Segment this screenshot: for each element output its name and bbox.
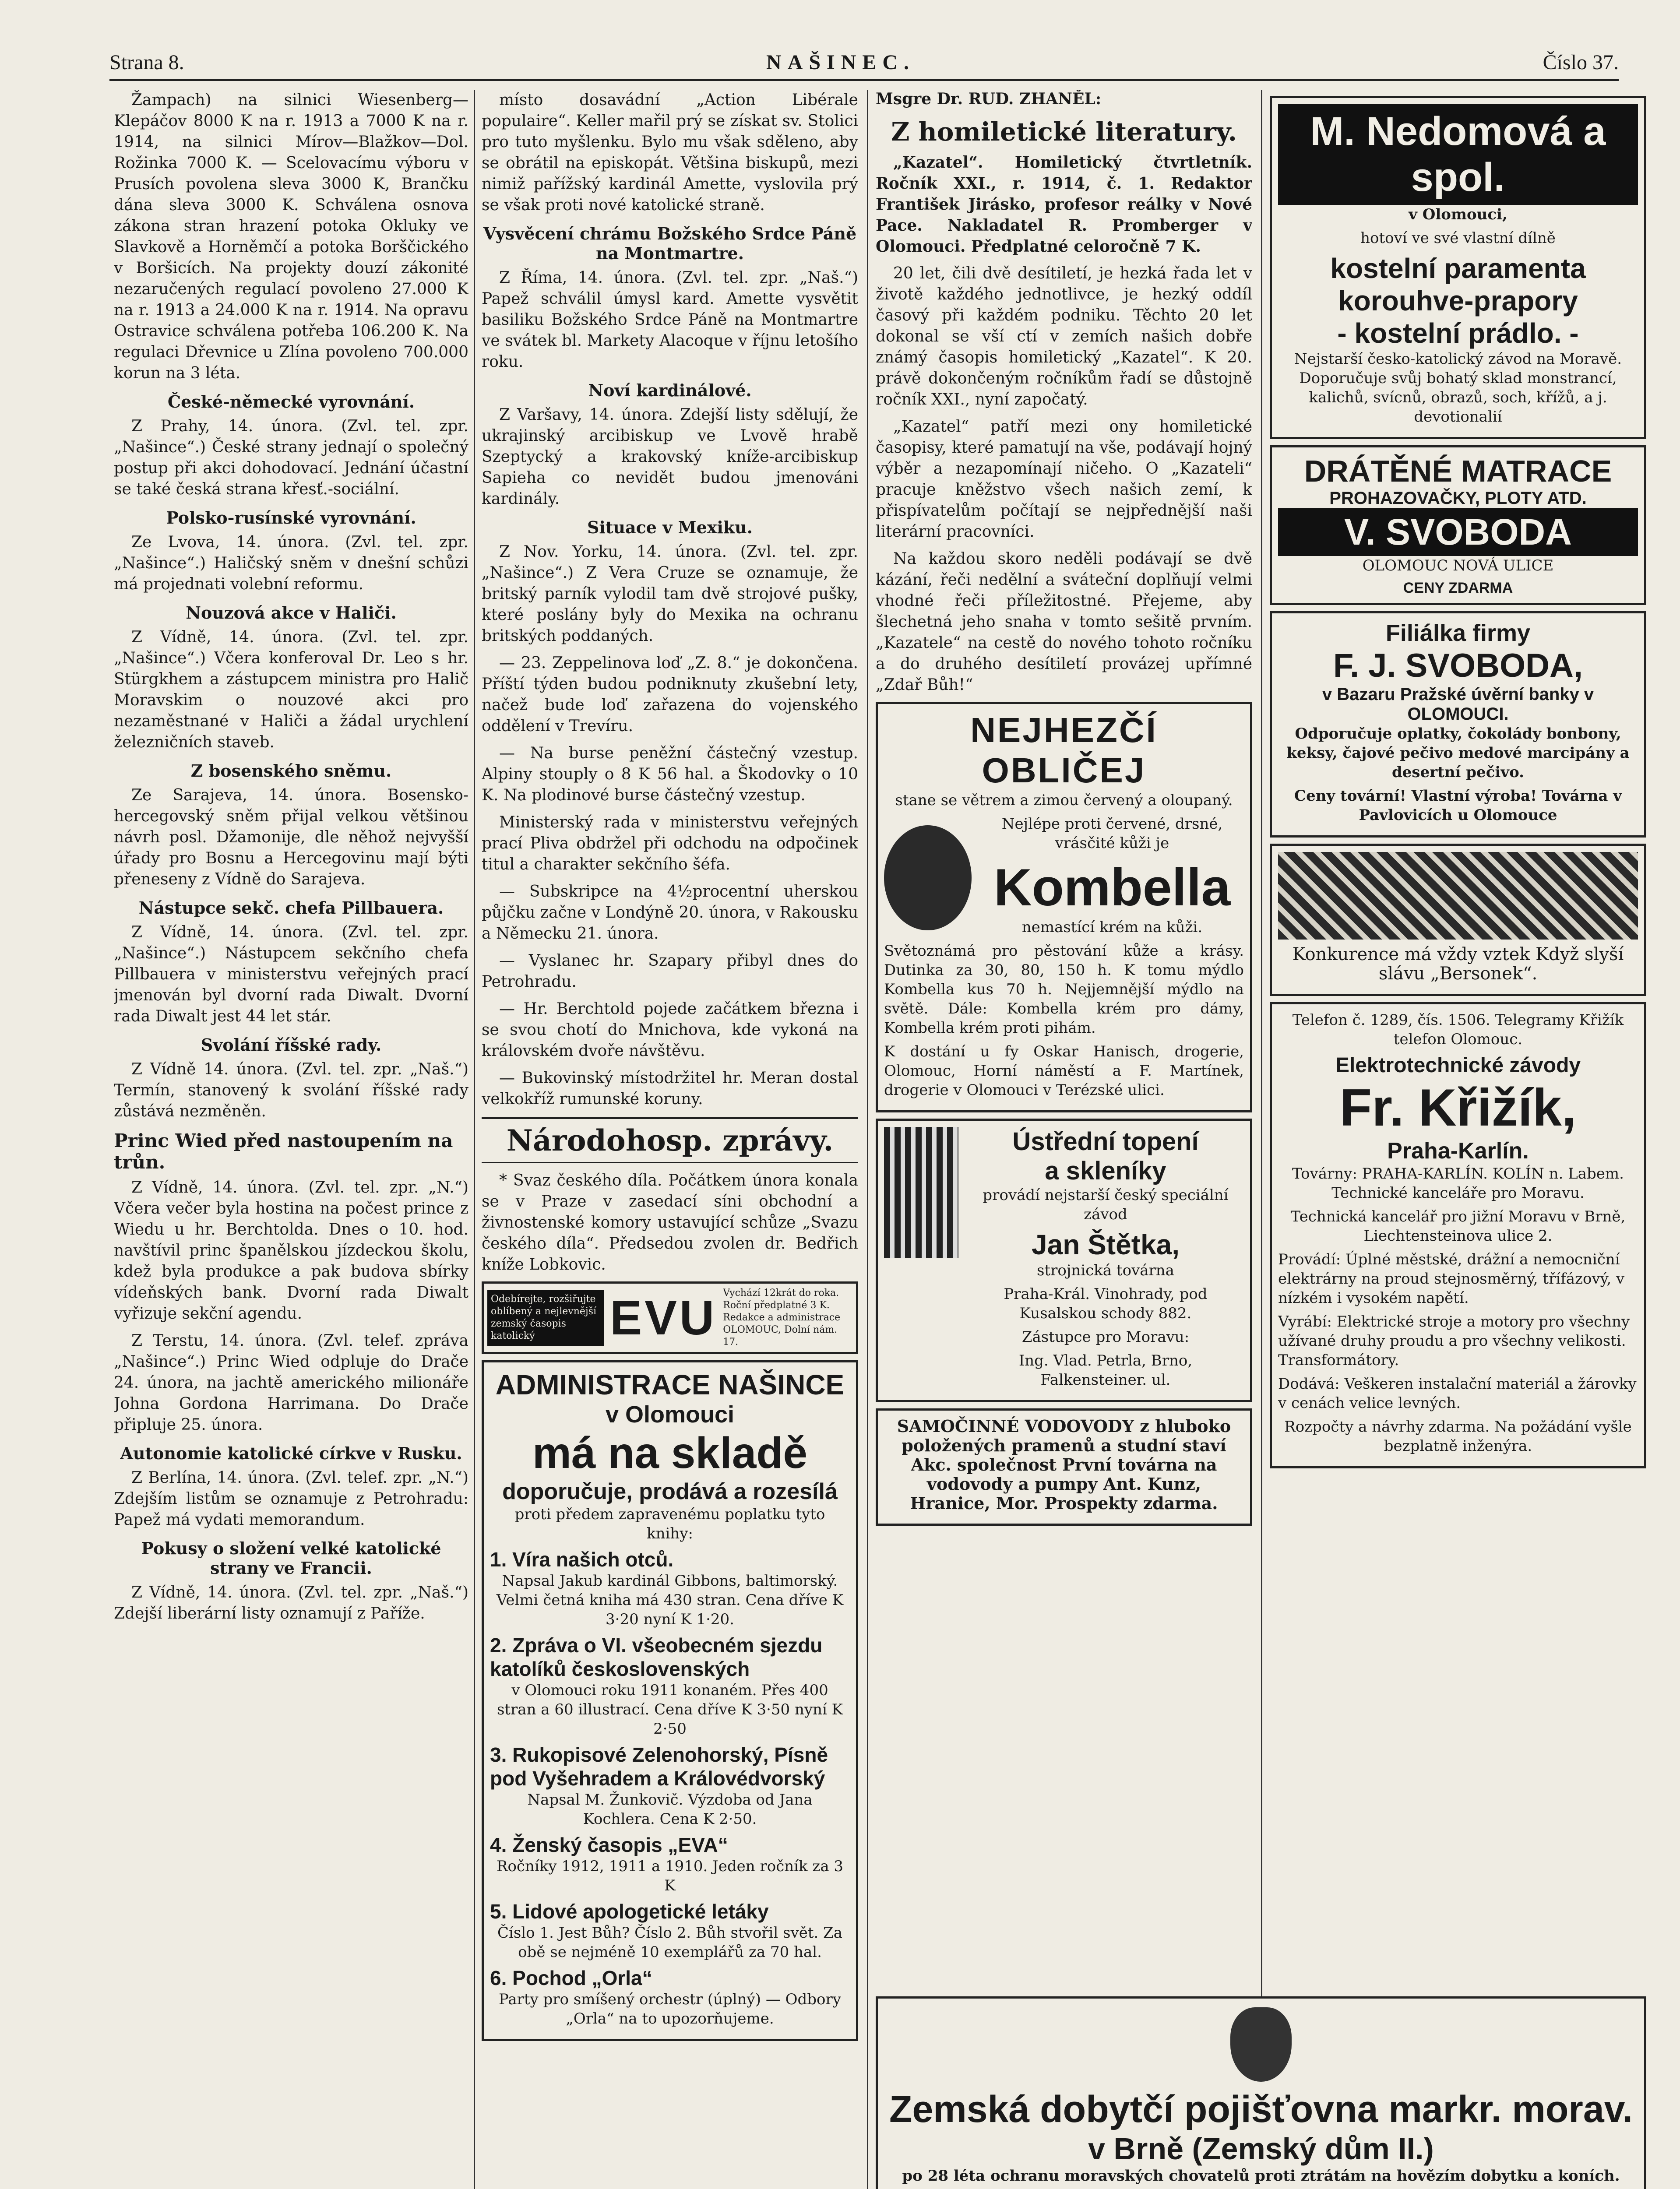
nedomova-city: v Olomouci, xyxy=(1409,206,1507,223)
article-text: 20 let, čili dvě desítiletí, je hezká řada let v životě každého jednotlivce, je hezký oddíl časový při každém podniku. Těchto 20 let dokonal se vší ctí v zemích našich dobře známý časopis homiletický „Kazatel“. K 20. právě dokončeným ročníkům řadí se důstojně ročník XXI., nyní započatý. xyxy=(876,264,1252,408)
eva-ad xyxy=(482,1281,858,1354)
krizik-ad xyxy=(1270,1002,1646,1468)
stetka-line: Ing. Vlad. Petrla, Brno, Falkensteiner. ul. xyxy=(1018,1352,1193,1389)
page-header xyxy=(109,48,1619,81)
svoboda-line: CENY ZDARMA xyxy=(1403,580,1513,596)
radiator-image xyxy=(884,1127,958,1258)
coat-of-arms-emblem xyxy=(1230,2007,1292,2082)
krizik-end: Rozpočty a návrhy zdarma. Na požádání vyšle bezplatně inženýra. xyxy=(1284,1418,1632,1455)
column-rule xyxy=(867,90,868,2189)
column-2 xyxy=(482,90,858,2189)
woman-portrait-image xyxy=(884,825,972,930)
article-heading: Svolání říšské rady. xyxy=(201,1035,382,1055)
article-text: — Na burse peněžní částečný vzestup. Alpiny stouply o 8 K 56 hal. a Škodovky o 10 K. Na plodinové burse částečný vzestup. xyxy=(482,744,858,804)
book-desc: Napsal Jakub kardinál Gibbons, baltimorský. Velmi četná kniha má 430 stran. Cena dříve K 3·20 nyní K 1·20. xyxy=(496,1572,844,1628)
article-text: Ministerský rada v ministerstvu veřejných prací Pliva obdržel při odchodu na odpočinek titul a charakter sekčního šéfa. xyxy=(482,813,858,873)
masthead-title: NAŠINEC. xyxy=(766,51,916,74)
nedomova-line: korouhve-prapory xyxy=(1338,285,1578,317)
krizik-line: Elektrotechnické závody xyxy=(1335,1054,1581,1077)
book-title: 3. Rukopisové Zelenohorský, Písně pod Vyšehradem a Královédvorský xyxy=(490,1743,828,1790)
kombella-body: Světoznámá pro pěstování kůže a krásy. Dutinka za 30, 80, 150 h. K tomu mýdlo Kombella kus 70 h. Nejjemnější mýdlo na světě. Dále: Kombella krém pro dámy, Kombella krém proti pihám. xyxy=(884,942,1244,1037)
nedomova-ad xyxy=(1270,96,1646,439)
article-text: — Bukovinský místodržitel hr. Meran dostal velkokříž rumunské koruny. xyxy=(482,1069,858,1108)
book-desc: Party pro smíšený orchestr (úplný) — Odbory „Orla“ na to upozorňujeme. xyxy=(499,1991,841,2027)
article-text: — Vyslanec hr. Szapary přibyl dnes do Petrohradu. xyxy=(482,952,858,991)
article-heading: Princ Wied před nastoupením na trůn. xyxy=(114,1130,453,1173)
article-text: „Kazatel“ patří mezi ony homiletické časopisy, které pamatují na vše, podávají hojný výběr a nezapomínají ničeho. O „Kazateli“ pracuje kněžstvo všech našich zemí, k přispívatelům počítají se nejpřednější naši literární pracovníci. xyxy=(876,418,1252,541)
zemska-pojistovna-ad xyxy=(876,1996,1646,2189)
article-title: Z homiletické literatury. xyxy=(891,117,1237,147)
article-heading: Noví kardinálové. xyxy=(588,380,752,400)
filialka-ad xyxy=(1270,611,1646,838)
filialka-line: Ceny tovární! Vlastní výroba! Továrna v Pavlovicích u Olomouce xyxy=(1294,787,1622,824)
article-text: místo dosavádní „Action Libérale populaire“. Keller mařil prý se získat sv. Stolici pro tuto myšlenku. Bylo mu však sděleno, aby se obrátil na episkopát. Většina biskupů, mezi nimiž pařížský kardinál Amette, vyslovila prý se však proti nové katolické straně. xyxy=(482,91,858,214)
book-title: 5. Lidové apologetické letáky xyxy=(490,1900,769,1923)
krizik-city: Praha-Karlín. xyxy=(1387,1138,1529,1164)
admin-ad-title: ADMINISTRACE NAŠINCE xyxy=(495,1369,845,1401)
nedomova-name: M. Nedomová a spol. xyxy=(1278,104,1638,205)
zemska-sub: v Brně (Zemský dům II.) xyxy=(1088,2132,1434,2166)
eva-ad-left: Odebírejte, rozšiřujte oblíbený a nejlevnější zemský časopis katolický xyxy=(487,1290,604,1346)
book-desc: Ročníky 1912, 1911 a 1910. Jeden ročník za 3 K xyxy=(496,1858,844,1894)
article-text: Z Prahy, 14. února. (Zvl. tel. zpr. „Našince“.) České strany jednají o společný postup při akci dohodovací. Jednání účastní se také česká strana křesť.-sociální. xyxy=(114,417,468,498)
krizik-vyrabi: Vyrábí: Elektrické stroje a motory pro všechny užívané druhy proudu a pro všechny velikosti. Transformátory. xyxy=(1278,1313,1630,1369)
stetka-line: provádí nejstarší český speciální závod xyxy=(983,1186,1229,1223)
admin-ad-store: má na skladě xyxy=(532,1429,808,1478)
article-text: Z Nov. Yorku, 14. února. (Zvl. tel. zpr. „Našince“.) Z Vera Cruze se oznamuje, že britský parník vylodil tam dvě strojové pušky, které poslány byly do Mexika na ochranu britských poddaných. xyxy=(482,543,858,645)
article-heading: Pokusy o složení velké katolické strany ve Francii. xyxy=(141,1538,441,1578)
svoboda-city: OLOMOUC NOVÁ ULICE xyxy=(1362,557,1554,574)
bersonek-ad xyxy=(1270,844,1646,996)
section-title: Národohosp. zprávy. xyxy=(506,1123,834,1158)
eva-logo: EVU xyxy=(610,1291,717,1345)
bersonek-illustration-image xyxy=(1278,852,1638,940)
nedomova-line: kostelní paramenta xyxy=(1330,253,1586,284)
column-rule xyxy=(474,90,475,2189)
nedomova-body: Nejstarší česko-katolický závod na Moravě. Doporučuje svůj bohatý sklad monstrancí, kalichů, svícnů, obrazů, soch, křížů, a j. devotionalií xyxy=(1294,350,1622,426)
article-text: — Subskripce na 4½procentní uherskou půjčku začne v Londýně 20. února, v Rakousku a Německu 21. února. xyxy=(482,883,858,943)
filialka-line: Filiálka firmy xyxy=(1385,620,1531,646)
bersonek-text: Konkurence má vždy vztek Když slyší slávu „Bersonek“. xyxy=(1292,944,1624,984)
filialka-line: v Bazaru Pražské úvěrní banky v OLOMOUCI. xyxy=(1322,685,1594,724)
article-heading: Autonomie katolické církve v Rusku. xyxy=(120,1443,462,1463)
issue-number: Číslo 37. xyxy=(1543,51,1619,74)
eva-ad-right: Vychází 12krát do roka. Roční předplatné 3 K. Redakce a administrace OLOMOUC, Dolní nám. 17. xyxy=(723,1288,841,1348)
article-heading: Polsko-rusínské vyrovnání. xyxy=(166,508,416,528)
book-title: 6. Pochod „Orla“ xyxy=(490,1967,652,1989)
stetka-line: Zástupce pro Moravu: xyxy=(1021,1328,1190,1346)
admin-ad-city: v Olomouci xyxy=(605,1401,735,1428)
filialka-body: Odporučuje oplatky, čokolády bonbony, keksy, čajové pečivo medové marcipány a desertní pečivo. xyxy=(1286,725,1630,781)
article-heading: Vysvěcení chrámu Božského Srdce Páně na Montmartre. xyxy=(483,224,857,263)
book-title: 2. Zpráva o VI. všeobecném sjezdu katolíků československých xyxy=(490,1634,823,1680)
article-text: Na každou skoro neděli podávají se dvě kázání, řeči nedělní a sváteční doplňují velmi vhodné řeči příležitostné. Přejeme, aby šlechetná jeho snaha v tomto sešitě prvním. „Kazatele“ na cestě do nového tohoto ročníku a do druhého desítiletí provázej upřímné „Zdař Bůh!“ xyxy=(876,550,1252,694)
admin-ad-sub: doporučuje, prodává a rozesílá xyxy=(502,1479,838,1504)
stetka-line: Praha-Král. Vinohrady, pod Kusalskou schody 882. xyxy=(1004,1285,1208,1322)
kombella-logo: Kombella xyxy=(993,858,1231,917)
krizik-telefon: Telefon č. 1289, čís. 1506. Telegramy Křižík telefon Olomouc. xyxy=(1292,1011,1624,1048)
book-desc: Číslo 1. Jest Bůh? Číslo 2. Bůh stvořil svět. Za obě se nejméně 10 exemplářů za 70 hal. xyxy=(497,1924,843,1961)
article-lead: „Kazatel“. Homiletický čtvrtletník. Ročník XXI., r. 1914, č. 1. Redaktor František Jirásko, profesor reálky v Nové Pace. Nakladatel R. Promberger v Olomouci. Předplatné celoročně 7 K. xyxy=(876,153,1252,256)
administration-ad xyxy=(482,1360,858,2041)
article-text: Z Terstu, 14. února. (Zvl. telef. zpráva „Našince“.) Princ Wied odpluje do Drače 24. února, na jachtě amerického milionáře Johna Gordona Harrimana. Do Drače připluje 25. února. xyxy=(114,1332,468,1434)
article-text: Ze Lvova, 14. února. (Zvl. tel. zpr. „Našince“.) Haličský sněm v dnešní schůzi má projednati volební reformu. xyxy=(114,533,468,593)
krizik-line: Továrny: PRAHA-KARLÍN. KOLÍN n. Labem. Technické kanceláře pro Moravu. xyxy=(1292,1165,1624,1202)
article-text: Ze Sarajeva, 14. února. Bosensko-hercegovský sněm přijal velkou většinou návrh posl. Džamonije, dle něhož nejvyšší úřady pro Bosnu a Hercegovinu mají býti přeneseny z Vídně do Sarajeva. xyxy=(114,786,468,888)
kombella-side: nemastící krém na kůži. xyxy=(1021,919,1203,936)
kombella-headline: NEJHEZČÍ xyxy=(970,711,1158,750)
article-heading: Z bosenského sněmu. xyxy=(190,761,392,781)
stetka-line: a skleníky xyxy=(1045,1157,1166,1185)
stetka-line: strojnická továrna xyxy=(1037,1262,1174,1279)
article-text: Z Říma, 14. února. (Zvl. tel. zpr. „Naš.“) Papež schválil úmysl kard. Amette vysvětit basiliku Božského Srdce Páně na Montmartre ve svátek bl. Markety Alacoque v říjnu letošího roku. xyxy=(482,269,858,371)
krizik-provadi: Provádí: Úplné městské, drážní a nemocniční elektrárny na proud stejnosměrný, třífázový, v nízkém i vysokém napětí. xyxy=(1278,1251,1625,1307)
nedomova-line: - kostelní prádlo. - xyxy=(1337,317,1579,349)
article-text: Z Vídně 14. února. (Zvl. tel. zpr. „Naš.“) Termín, stanovený k svolání říšské rady zůstává nezměněn. xyxy=(114,1060,468,1120)
kombella-tag: stane se větrem a zimou červený a oloupaný. xyxy=(895,792,1233,809)
book-title: 1. Víra našich otců. xyxy=(490,1548,674,1571)
book-desc: Napsal M. Žunkovič. Výzdoba od Jana Kochlera. Cena K 2·50. xyxy=(527,1791,813,1828)
svoboda-line: DRÁTĚNÉ MATRACE xyxy=(1304,454,1612,488)
page-number: Strana 8. xyxy=(109,51,184,74)
article-text: * Svaz českého díla. Počátkem února konala se v Praze v zasedací síni obchodní a živnostenské komory ustavující schůze „Svazu českého díla“. Předsedou zvolen dr. Bedřich kníže Lobkovic. xyxy=(482,1172,858,1274)
pumps-ad xyxy=(876,1408,1252,1526)
pumps-ad-text: SAMOČINNÉ VODOVODY z hluboko položených pramenů a studní staví Akc. společnost První továrna na vodovody a pumpy Ant. Kunz, Hranice, Mor. Prospekty zdarma. xyxy=(897,1416,1231,1513)
stetka-ad xyxy=(876,1119,1252,1402)
kombella-ad xyxy=(876,702,1252,1112)
nedomova-note: hotoví ve své vlastní dílně xyxy=(1360,229,1556,247)
article-text: Z Varšavy, 14. února. Zdejší listy sdělují, že ukrajinský arcibiskup ve Lvově hrabě Szeptycký a krakovský kníže-arcibiskup Sapieha co nevidět budou jmenováni kardinály. xyxy=(482,406,858,508)
article-text: Z Vídně, 14. února. (Zvl. tel. zpr. „N.“) Včera večer byla hostina na počest prince z Wiedu u hr. Berchtolda. Dnes o 10. hod. navštívil princ španělskou jízdeckou školu, kdež byla produkce a pak budova sbírky vídeňských bank. Dvorní rada Diwalt vyřizuje sekční agendu. xyxy=(114,1179,468,1323)
column-rule xyxy=(1261,90,1262,2189)
article-text: — 23. Zeppelinova loď „Z. 8.“ je dokončena. Příští týden budou podniknuty zkušební lety, načež bude loď zařazena do vojenského oddělení v Trevíru. xyxy=(482,654,858,735)
zemska-title: Zemská dobytčí pojišťovna markr. morav. xyxy=(889,2088,1633,2130)
stetka-name: Jan Štětka, xyxy=(1032,1229,1180,1260)
article-author: Msgre Dr. RUD. ZHANĚL: xyxy=(876,90,1102,108)
krizik-dodava: Dodává: Veškeren instalační materiál a žárovky v cenách velice levných. xyxy=(1278,1375,1637,1412)
kombella-aside: Nejlépe proti červené, drsné, vrásčité kůži je xyxy=(1001,815,1223,852)
article-heading: Situace v Mexiku. xyxy=(587,517,753,537)
article-heading: Nouzová akce v Haliči. xyxy=(186,603,397,623)
kombella-address: K dostání u fy Oskar Hanisch, drogerie, Olomouc, Horní náměstí a F. Martínek, drogerie v Olomouci v Terézské ulici. xyxy=(884,1043,1244,1099)
svoboda-line: PROHAZOVAČKY, PLOTY ATD. xyxy=(1329,489,1587,508)
column-1 xyxy=(114,90,468,2189)
column-4 xyxy=(1270,90,1646,2189)
svoboda-name: V. SVOBODA xyxy=(1278,508,1638,556)
book-desc: v Olomouci roku 1911 konaném. Přes 400 stran a 60 illustrací. Cena dříve K 3·50 nyní K 2·50 xyxy=(497,1682,843,1738)
article-text: Z Berlína, 14. února. (Zvl. telef. zpr. „N.“) Zdejším listům se oznamuje z Petrohradu: Papež má vydati memorandum. xyxy=(114,1469,468,1529)
article-heading: České-německé vyrovnání. xyxy=(167,392,415,412)
article-text: Z Vídně, 14. února. (Zvl. tel. zpr. „Našince“.) Nástupcem sekčního chefa Pillbauera v ministerstvu veřejných prací jmenován byl dvorní rada Diwalt. Dvorní rada Diwalt jest 44 let stár. xyxy=(114,923,468,1025)
article-text: Žampach) na silnici Wiesenberg—Klepáčov 8000 K na r. 1913 a 7000 K na r. 1914, na silnici Mírov—Blažkov—Dol. Rožinka 7000 K. — Scelovacímu výboru v Prusích povolena sleva 3000 K, Brančku dána sleva 3000 K. Schválena osnova zákona stran hrazení potoka Okluky ve Slavkově a Horněmčí a potoka Borščického v Boršicích. Na projekty douzí zákonité nezaručených regulací povoleno 27.000 K na r. 1913 a 24.000 K na r. 1914. Na opravu Ostravice schválena potřeba 106.200 K. Na regulaci Dřevnice u Zlína povoleno 700.000 korun na 3 léta. xyxy=(114,91,468,382)
admin-ad-note: proti předem zapravenému poplatku tyto knihy: xyxy=(514,1506,825,1542)
krizik-line: Technická kancelář pro jižní Moravu v Brně, Liechtensteinova ulice 2. xyxy=(1290,1208,1626,1245)
krizik-name: Fr. Křižík, xyxy=(1339,1078,1577,1137)
zemska-motto: po 28 léta ochranu moravských chovatelů proti ztrátám na hovězím dobytku a koních. xyxy=(902,2167,1620,2185)
stetka-line: Ústřední topení xyxy=(1012,1127,1199,1156)
article-text: Z Vídně, 14. února. (Zvl. tel. zpr. „Našince“.) Včera konferoval Dr. Leo s hr. Stürgkhem a zástupcem ministra pro Halič Moravskim o nouzové akci pro nezaměstnané v Haliči a žádal urychlení železničních staveb. xyxy=(114,628,468,751)
article-heading: Nástupce sekč. chefa Pillbauera. xyxy=(138,898,444,918)
article-text: Z Vídně, 14. února. (Zvl. tel. zpr. „Naš.“) Zdejší liberární listy oznamují z Paříže. xyxy=(114,1584,468,1622)
book-title: 4. Ženský časopis „EVA“ xyxy=(490,1834,728,1856)
column-3 xyxy=(876,90,1252,2189)
kombella-headline: OBLIČEJ xyxy=(982,751,1146,790)
article-text: — Hr. Berchtold pojede začátkem března i se svou chotí do Mnichova, kde vykoná na královském dvoře návštěvu. xyxy=(482,1000,858,1060)
svoboda-matrace-ad xyxy=(1270,445,1646,605)
filialka-name: F. J. SVOBODA, xyxy=(1333,647,1583,684)
